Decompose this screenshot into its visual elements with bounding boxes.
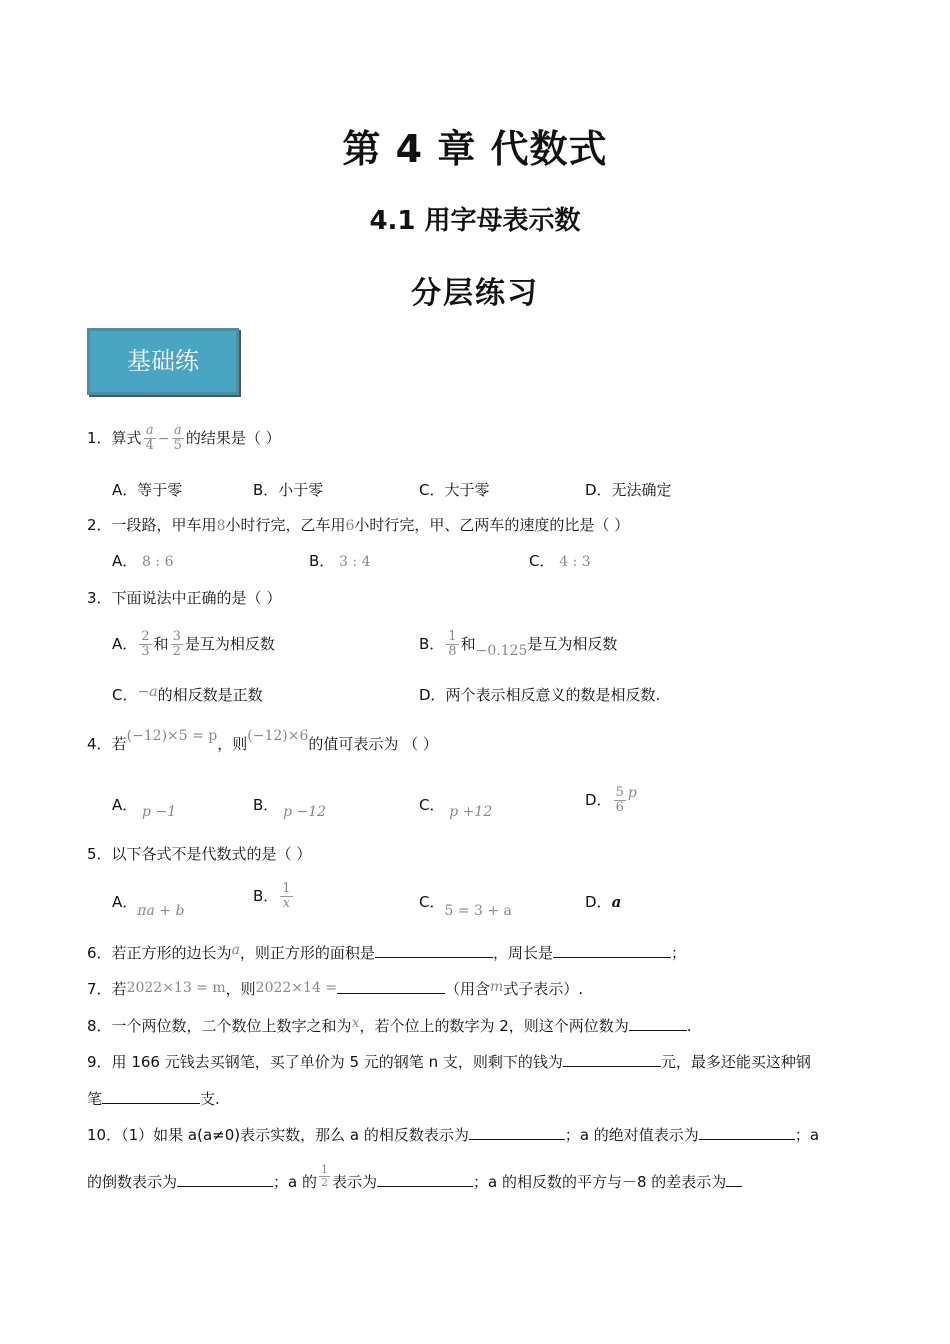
question-4-option-a: A． p −1	[112, 796, 177, 820]
answer-blank[interactable]	[177, 1170, 273, 1187]
question-9-line-1: 9．用 166 元钱去买钢笔，买了单价为 5 元的钢笔 n 支，则剩下的钱为 元，最多还能买这种钢	[87, 1050, 811, 1072]
question-3-option-c: C．−a的相反数是正数	[112, 684, 263, 704]
answer-blank[interactable]	[337, 977, 445, 994]
answer-blank[interactable]	[375, 941, 493, 958]
question-2-option-c: C． 4 : 3	[529, 552, 591, 570]
question-10-line-1: 10．（1）如果 a(a≠0)表示实数，那么 a 的相反数表示为 ；a 的绝对值表示为 ；a	[87, 1123, 819, 1145]
question-4-stem: 4．若(−12)×5 = p，则(−12)×6的值可表示为 （ ）	[87, 728, 438, 753]
question-2-stem: 2．一段路，甲车用8小时行完，乙车用6小时行完，甲、乙两车的速度的比是（ ）	[87, 516, 630, 534]
answer-blank[interactable]	[726, 1170, 742, 1187]
question-2-option-b: B． 3 : 4	[309, 552, 371, 570]
basic-practice-badge: 基础练	[87, 328, 239, 395]
question-number: 1．	[87, 429, 112, 447]
question-4-option-b: B． p −12	[253, 796, 327, 820]
question-8: 8．一个两位数，二个数位上数字之和为x，若个位上的数字为 2，则这个两位数为 .	[87, 1015, 692, 1035]
question-10-line-2: 的倒数表示为 ；a 的 $\frac{1}{2}$ 表示为 ；a 的相反数的平方与－8 的差表示为	[87, 1170, 742, 1195]
answer-blank[interactable]	[469, 1123, 565, 1140]
section-title: 4.1 用字母表示数	[369, 206, 581, 236]
question-7: 7．若2022×13 = m，则2022×14 = （用含m式子表示）.	[87, 979, 584, 998]
question-1-option-c: C．大于零	[419, 481, 490, 499]
question-5-stem: 5．以下各式不是代数式的是（ ）	[87, 845, 312, 863]
question-4-option-c: C． p +12	[419, 796, 493, 820]
answer-blank[interactable]	[629, 1014, 687, 1031]
question-5-option-d: D．a	[585, 893, 622, 911]
question-4-option-d: D． $\frac{5}{6}$ p	[585, 785, 637, 815]
page-subtitle: 分层练习	[411, 276, 539, 311]
fraction: $\frac{a}{4}$	[145, 423, 154, 453]
question-5-option-c: C．5 = 3 + a	[419, 893, 512, 919]
question-1-option-b: B．小于零	[253, 481, 324, 499]
question-1-option-d: D．无法确定	[585, 481, 672, 499]
question-5-option-b: B． $\frac{1}{x}$	[253, 881, 291, 911]
question-1-option-a: A．等于零	[112, 481, 183, 499]
question-3-option-b: B． $\frac{1}{8}$ 和−0.125是互为相反数	[419, 629, 618, 659]
question-5-option-a: A．πa + b	[112, 893, 185, 919]
chapter-title: 第 4 章 代数式	[342, 127, 608, 171]
answer-blank[interactable]	[102, 1087, 200, 1104]
question-3-option-a: A． $\frac{2}{3}$ 和 $\frac{3}{2}$ 是互为相反数	[112, 629, 275, 659]
question-2-option-a: A． 8 : 6	[112, 552, 174, 570]
question-9-line-2: 笔 支.	[87, 1087, 220, 1109]
question-1-stem: 1．算式 $\frac{a}{4}$ − $\frac{a}{5}$ 的结果是（ ）	[87, 423, 281, 453]
question-6: 6．若正方形的边长为a，则正方形的面积是 ，周长是 ；	[87, 942, 686, 962]
question-3-stem: 3．下面说法中正确的是（ ）	[87, 589, 282, 607]
fraction: $\frac{a}{5}$	[173, 423, 182, 453]
answer-blank[interactable]	[377, 1170, 473, 1187]
answer-blank[interactable]	[563, 1050, 661, 1067]
answer-blank[interactable]	[699, 1123, 795, 1140]
answer-blank[interactable]	[553, 941, 671, 958]
question-3-option-d: D．两个表示相反意义的数是相反数.	[419, 686, 661, 704]
